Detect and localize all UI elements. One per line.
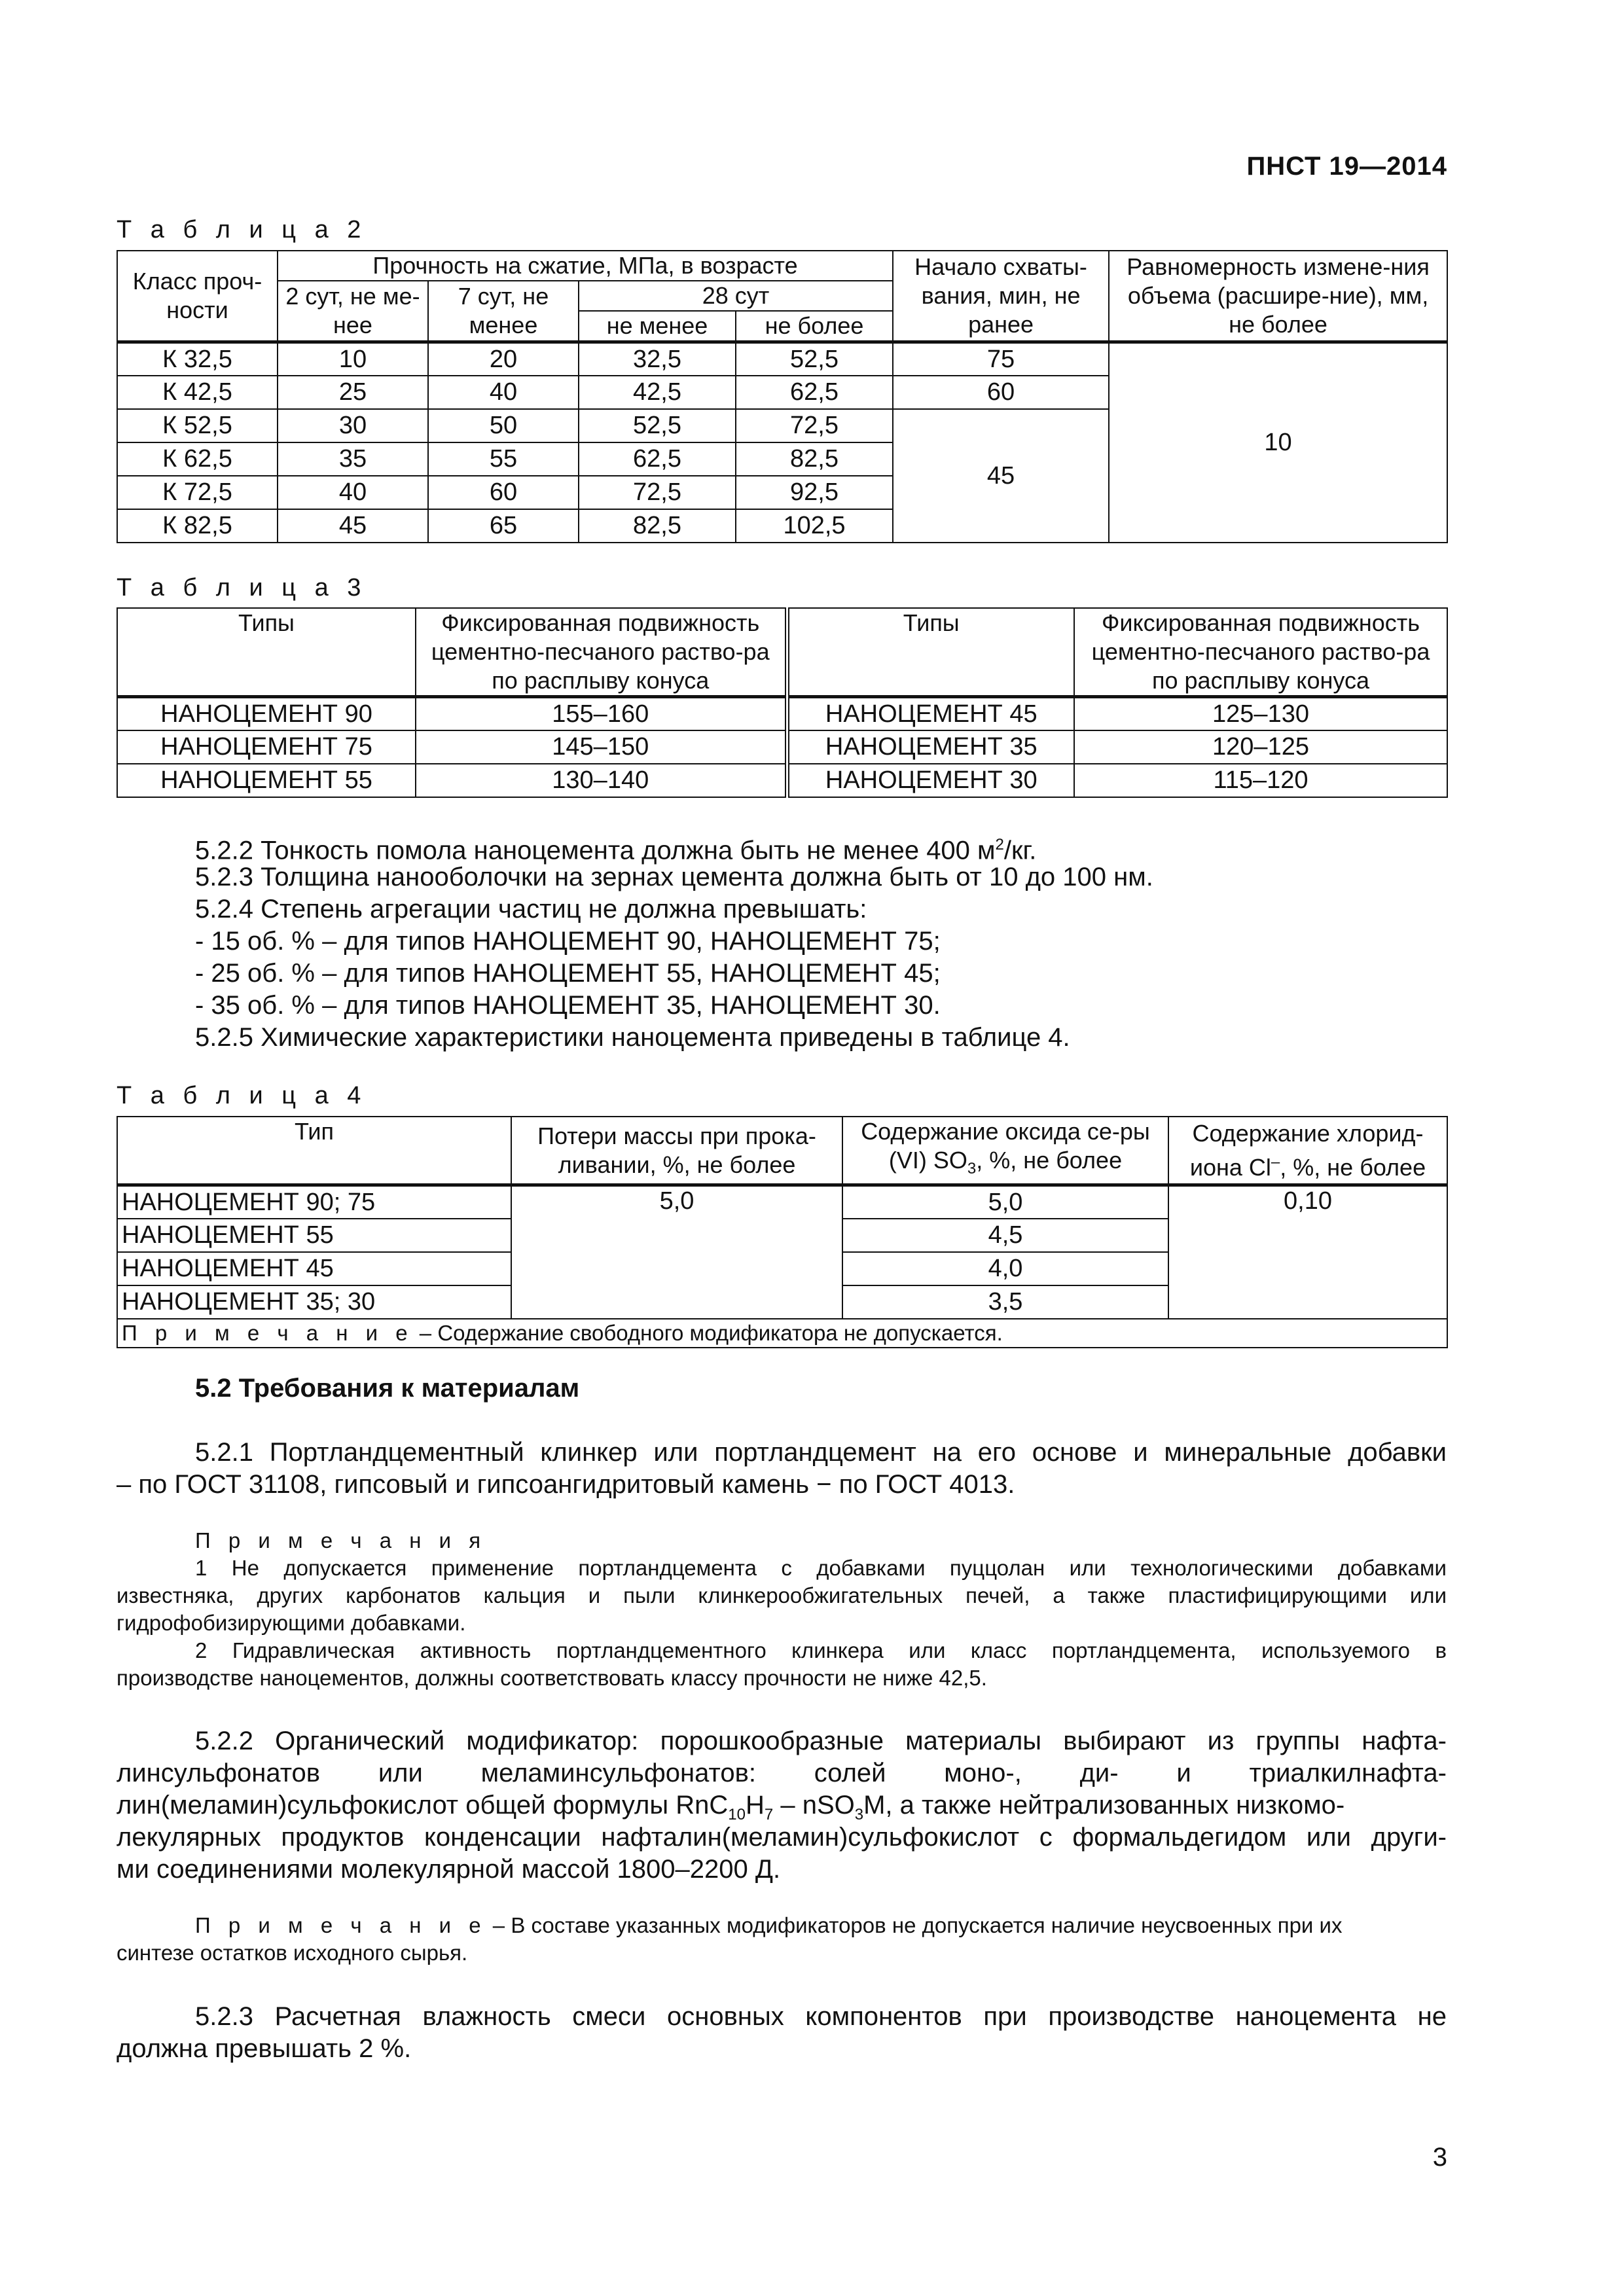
table2-header-strength: Прочность на сжатие, МПа, в возрасте — [278, 251, 893, 281]
table-cell: 55 — [428, 442, 579, 476]
table-cell: 3,5 — [842, 1285, 1168, 1319]
table-cell: 45 — [278, 509, 428, 543]
table2-header-7days: 7 сут, не менее — [428, 281, 579, 342]
table4-header-so3: Содержание оксида се-ры (VI) $SO_3$, %, не более — [842, 1117, 1168, 1185]
table-cell: 125–130 — [1074, 697, 1447, 730]
table-cell: К 32,5 — [117, 342, 278, 376]
table-cell: 45 — [893, 409, 1109, 543]
table3-header-mobility-2: Фиксированная подвижность цементно-песчаного раство-ра по расплыву конуса — [1074, 608, 1447, 697]
list-item: - 35 об. % – для типов НАНОЦЕМЕНТ 35, НАНОЦЕМЕНТ 30. — [195, 991, 941, 1020]
table4-note: П р и м е ч а н и е – Содержание свободного модификатора не допускается. — [117, 1319, 1447, 1348]
table-cell: 4,5 — [842, 1219, 1168, 1252]
list-item: 5.2.5 Химические характеристики наноцемента приведены в таблице 4. — [195, 1023, 1070, 1052]
list-item: - 15 об. % – для типов НАНОЦЕМЕНТ 90, НАНОЦЕМЕНТ 75; — [195, 927, 941, 956]
table-cell: 30 — [278, 409, 428, 442]
table2-header-uniformity: Равномерность измене-ния объема (расшире-ние), мм, не более — [1109, 251, 1447, 342]
table-cell: 115–120 — [1074, 764, 1447, 797]
table-cell: 40 — [428, 376, 579, 409]
table-cell: 62,5 — [579, 442, 736, 476]
table-cell: НАНОЦЕМЕНТ 90 — [117, 697, 416, 730]
table-cell: 62,5 — [736, 376, 893, 409]
table2-header-min: не менее — [579, 311, 736, 342]
note-line: известняка, других карбонатов кальция и пыли клинкерообжигательных печей, а также пластифицирующими или — [117, 1583, 1447, 1607]
table2-header-setting: Начало схваты-вания, мин, не ранее — [893, 251, 1109, 342]
table4-header-type: Тип — [117, 1117, 511, 1185]
table-cell: 32,5 — [579, 342, 736, 376]
table-cell: 60 — [428, 476, 579, 509]
table-cell: 52,5 — [579, 409, 736, 442]
table-cell: 145–150 — [416, 730, 787, 764]
section-title: 5.2 Требования к материалам — [195, 1374, 580, 1403]
table-cell: К 72,5 — [117, 476, 278, 509]
paragraph-line: линсульфонатов или меламинсульфонатов: солей моно-, ди- и триалкилнафта- — [117, 1759, 1447, 1787]
table-cell: К 62,5 — [117, 442, 278, 476]
table2 — [117, 250, 1448, 543]
table-cell: 35 — [278, 442, 428, 476]
table-cell: 92,5 — [736, 476, 893, 509]
table-cell: 4,0 — [842, 1252, 1168, 1285]
table-cell: НАНОЦЕМЕНТ 55 — [117, 764, 416, 797]
table-cell: 155–160 — [416, 697, 787, 730]
table-cell: 52,5 — [736, 342, 893, 376]
table-cell: 40 — [278, 476, 428, 509]
list-item: 5.2.4 Степень агрегации частиц не должна превышать: — [195, 895, 867, 924]
table-cell: 42,5 — [579, 376, 736, 409]
paragraph-line: ми соединениями молекулярной массой 1800–2200 Д. — [117, 1855, 781, 1884]
paragraph-line: 5.2.3 Расчетная влажность смеси основных компонентов при производстве наноцемента не — [195, 2002, 1447, 2031]
note-line: П р и м е ч а н и е – В составе указанных модификаторов не допускается наличие неусвоенных при их — [195, 1913, 1343, 1937]
paragraph-line: – по ГОСТ 31108, гипсовый и гипсоангидритовый камень − по ГОСТ 4013. — [117, 1470, 1015, 1499]
notes-label: П р и м е ч а н и я — [195, 1528, 487, 1552]
table-cell: НАНОЦЕМЕНТ 30 — [787, 764, 1074, 797]
table-cell: НАНОЦЕМЕНТ 45 — [787, 697, 1074, 730]
table2-header-class: Класс проч-ности — [117, 251, 278, 342]
paragraph-line: 5.2.2 Органический модификатор: порошкообразные материалы выбирают из группы нафта- — [195, 1727, 1447, 1755]
table-cell: НАНОЦЕМЕНТ 45 — [117, 1252, 511, 1285]
table-cell: 60 — [893, 376, 1109, 409]
table-row — [117, 697, 1447, 730]
table-cell: НАНОЦЕМЕНТ 75 — [117, 730, 416, 764]
table2-caption: Т а б л и ц а 2 — [117, 216, 367, 243]
table-cell: НАНОЦЕМЕНТ 35; 30 — [117, 1285, 511, 1319]
table2-header-max: не более — [736, 311, 893, 342]
note-line: гидрофобизирующими добавками. — [117, 1611, 466, 1635]
table2-header-2days: 2 сут, не ме-нее — [278, 281, 428, 342]
table-cell: 10 — [278, 342, 428, 376]
table-row — [117, 730, 1447, 764]
table-cell: К 42,5 — [117, 376, 278, 409]
table2-header-28days: 28 сут — [579, 281, 893, 311]
paragraph-line: лин(меламин)сульфокислот общей формулы $RnC_{10}H_7 - nSO_3M$, а также нейтрализованных низкомо- — [117, 1791, 1345, 1823]
list-item: 5.2.2 Тонкость помола наноцемента должна быть не менее 400 $м^2/кг$. — [195, 836, 1037, 865]
table-cell: 72,5 — [579, 476, 736, 509]
table3 — [117, 607, 1448, 798]
table-cell: 10 — [1109, 342, 1447, 543]
note-line: 1 Не допускается применение портландцемента с добавками пуццолан или технологическими добавками — [195, 1556, 1447, 1580]
table3-header-types-2: Типы — [787, 608, 1074, 697]
table-cell: 75 — [893, 342, 1109, 376]
table-cell: НАНОЦЕМЕНТ 55 — [117, 1219, 511, 1252]
note-line: синтезе остатков исходного сырья. — [117, 1941, 468, 1965]
paragraph-line: лекулярных продуктов конденсации нафталин(меламин)сульфокислот с формальдегидом или други- — [117, 1823, 1447, 1852]
table-cell: К 52,5 — [117, 409, 278, 442]
table3-header-types: Типы — [117, 608, 416, 697]
note-line: производстве наноцементов, должны соответствовать классу прочности не ниже 42,5. — [117, 1666, 987, 1690]
list-item: 5.2.3 Толщина нанооболочки на зернах цемента должна быть от 10 до 100 нм. — [195, 863, 1153, 891]
table4-header-loss: Потери массы при прока-ливании, %, не более — [511, 1117, 842, 1185]
table-cell: К 82,5 — [117, 509, 278, 543]
table-cell: 130–140 — [416, 764, 787, 797]
table-cell: 25 — [278, 376, 428, 409]
table-cell: 120–125 — [1074, 730, 1447, 764]
table-cell: 65 — [428, 509, 579, 543]
table-cell: 50 — [428, 409, 579, 442]
table3-header-mobility: Фиксированная подвижность цементно-песчаного раство-ра по расплыву конуса — [416, 608, 787, 697]
table-row — [117, 342, 1447, 376]
paragraph-line: 5.2.1 Портландцементный клинкер или портландцемент на его основе и минеральные добавки — [195, 1438, 1447, 1467]
table-cell: 82,5 — [736, 442, 893, 476]
list-item: - 25 об. % – для типов НАНОЦЕМЕНТ 55, НАНОЦЕМЕНТ 45; — [195, 959, 941, 988]
document-code: ПНСТ 19—2014 — [1246, 152, 1447, 181]
page-number: 3 — [1432, 2143, 1447, 2172]
paragraph-line: должна превышать 2 %. — [117, 2034, 412, 2063]
table-row — [117, 1185, 1447, 1219]
table-cell: 102,5 — [736, 509, 893, 543]
table-cell: 5,0 — [511, 1185, 842, 1319]
table-cell: НАНОЦЕМЕНТ 90; 75 — [117, 1185, 511, 1219]
table-row — [117, 764, 1447, 797]
table4-caption: Т а б л и ц а 4 — [117, 1082, 367, 1109]
table-cell: 82,5 — [579, 509, 736, 543]
table-cell: 20 — [428, 342, 579, 376]
table-cell: 72,5 — [736, 409, 893, 442]
table3-caption: Т а б л и ц а 3 — [117, 574, 367, 601]
table-cell: 0,10 — [1168, 1185, 1447, 1319]
table-cell: 5,0 — [842, 1185, 1168, 1219]
note-line: 2 Гидравлическая активность портландцементного клинкера или класс портландцемента, используемого в — [195, 1638, 1447, 1662]
table4-header-chloride: Содержание хлорид-иона Cl–, %, не более — [1168, 1117, 1447, 1185]
table-cell: НАНОЦЕМЕНТ 35 — [787, 730, 1074, 764]
table4 — [117, 1116, 1448, 1348]
